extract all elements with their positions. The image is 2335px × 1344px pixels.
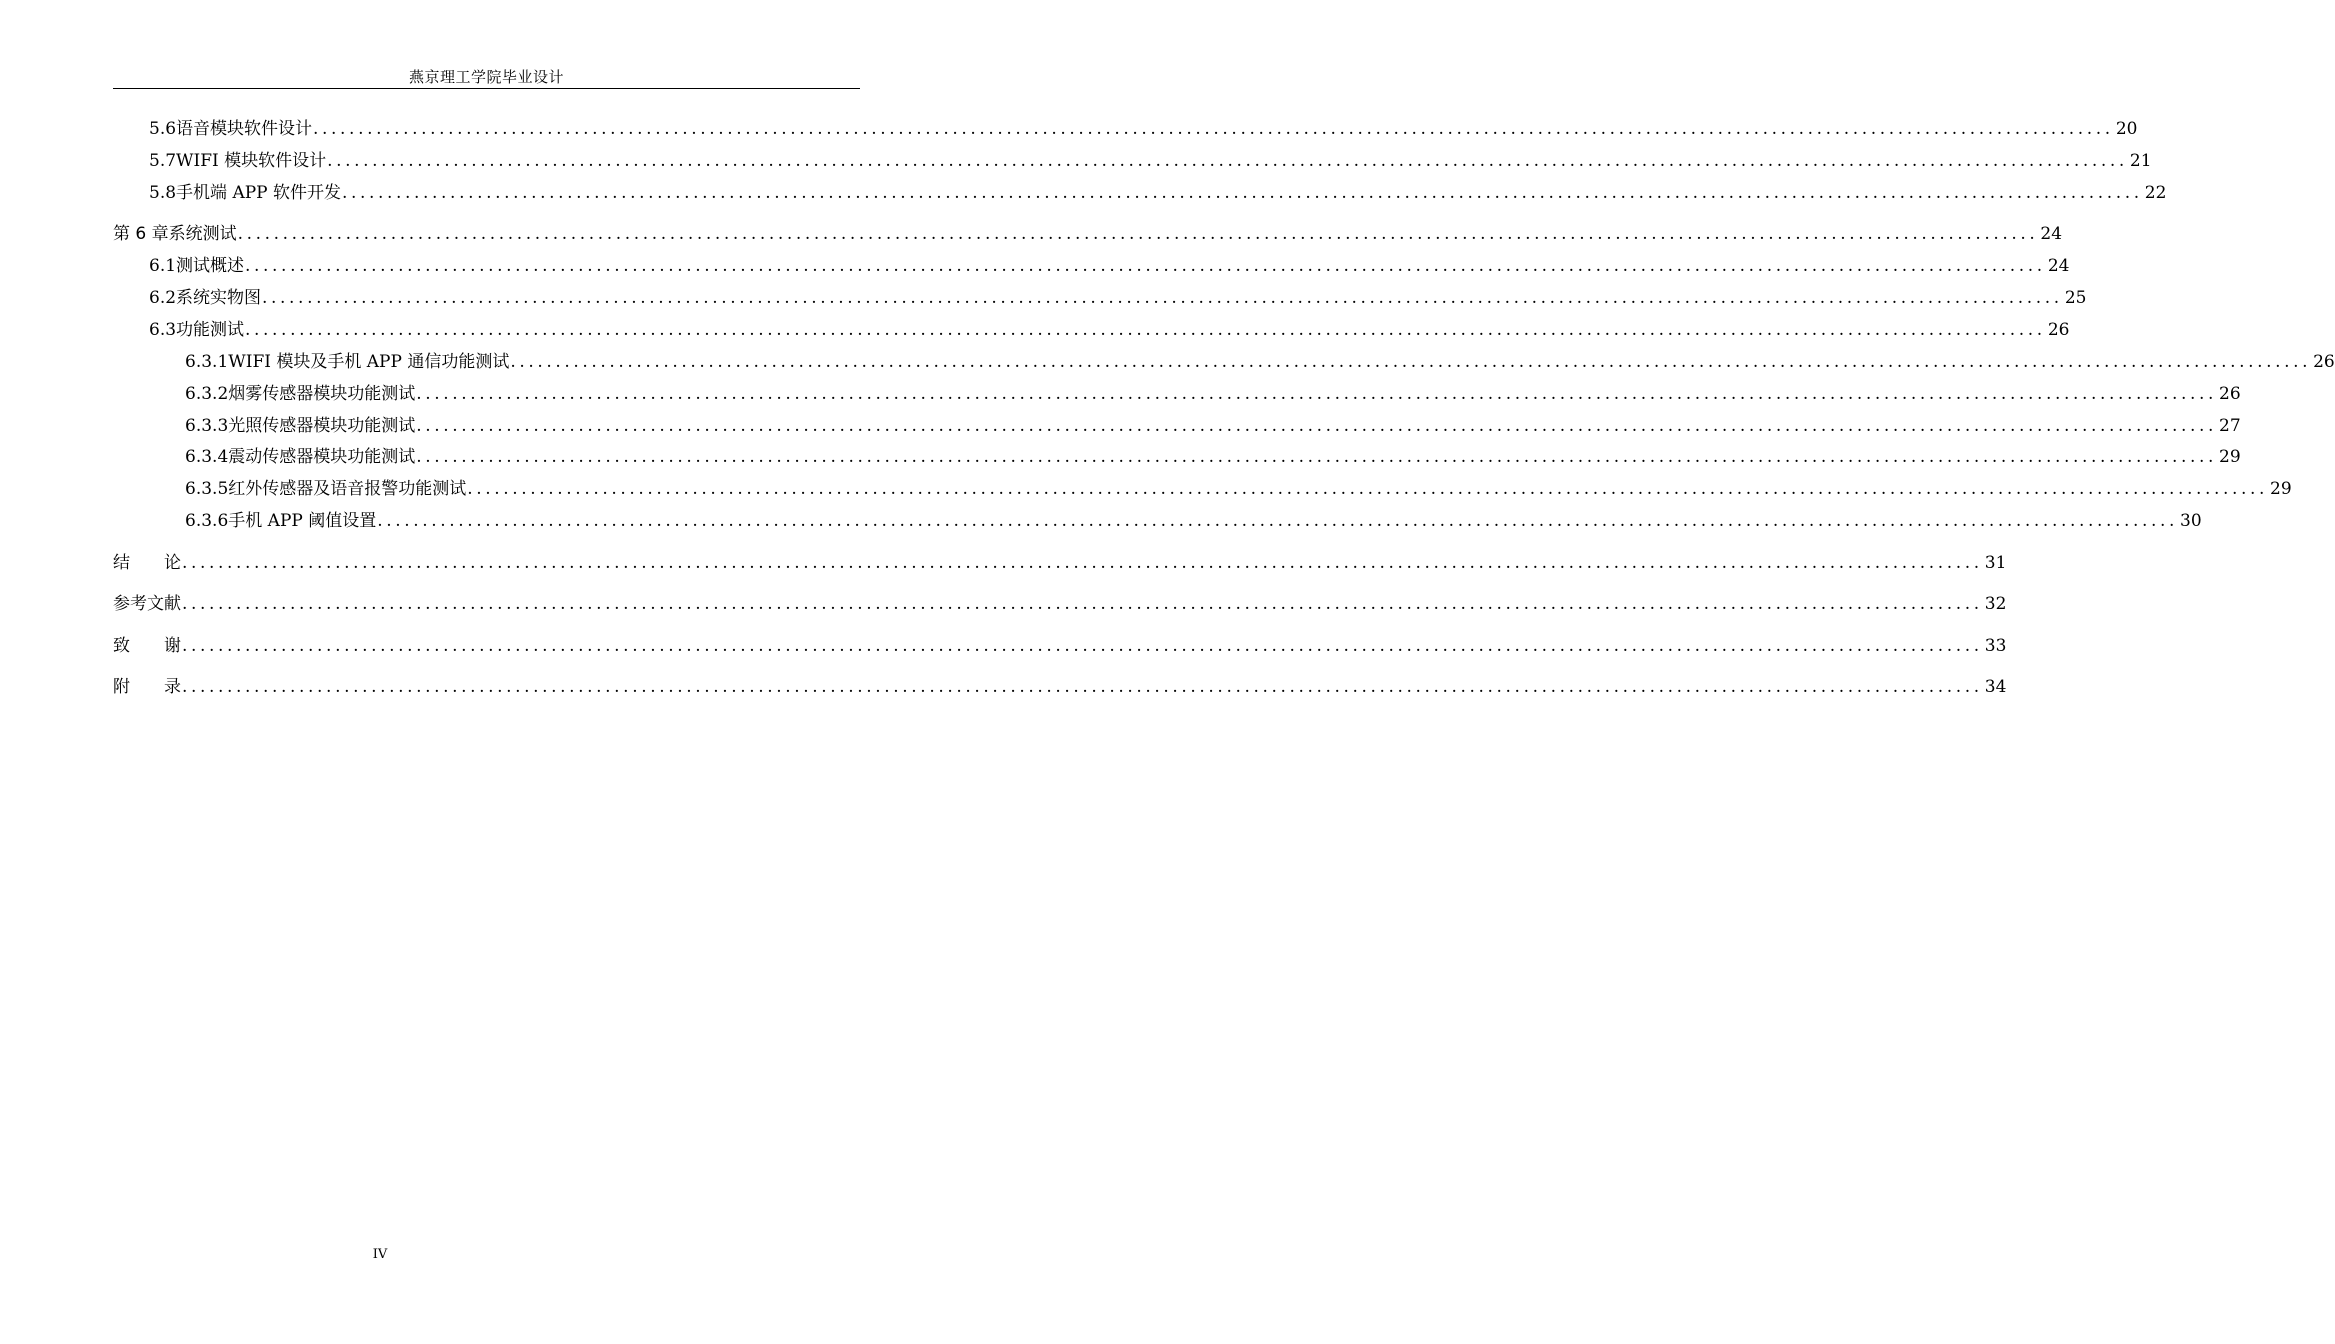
- toc-leader-dots: ........................................................................................................................................................................................................: [245, 256, 2046, 276]
- toc-entry-number: 5.6: [149, 119, 177, 139]
- toc-entry-title: 烟雾传感器模块功能测试: [228, 384, 416, 404]
- toc-entry-page: 29: [2270, 479, 2292, 499]
- toc-entry[interactable]: [113, 253, 2070, 279]
- toc-entry[interactable]: [113, 674, 2007, 700]
- toc-entry-title: 手机端 APP 软件开发: [176, 183, 342, 203]
- toc-entry-title: 测试概述: [176, 256, 245, 276]
- toc-leader-dots: ........................................................................................................................................................................................................: [182, 553, 1983, 573]
- toc-entry-page: 34: [1984, 677, 2007, 697]
- toc-entry-number: 6.3: [149, 320, 177, 340]
- toc-entry-page: 22: [2144, 183, 2167, 203]
- toc-entry-page: 20: [2115, 119, 2138, 139]
- toc-entry-page: 24: [2040, 224, 2063, 244]
- toc-leader-dots: ........................................................................................................................................................................................................: [182, 636, 1983, 656]
- toc-entry-number: 6.3.1: [185, 352, 229, 372]
- toc-leader-dots: ........................................................................................................................................................................................................: [237, 224, 2039, 244]
- toc-entry-page: 26: [2313, 352, 2335, 372]
- toc-entry-number: 6.3.5: [185, 479, 229, 499]
- toc-entry-page: 31: [1984, 553, 2007, 573]
- toc-entry[interactable]: [113, 285, 2087, 311]
- toc-entry-page: 29: [2219, 447, 2241, 467]
- toc-entry-number: 6.2: [149, 288, 177, 308]
- toc-entry-title: 致 谢: [113, 636, 181, 656]
- toc-entry-title: 震动传感器模块功能测试: [228, 447, 416, 467]
- toc-entry[interactable]: [113, 633, 2007, 659]
- toc-entry-title: 功能测试: [176, 320, 245, 340]
- toc-entry[interactable]: [113, 148, 2152, 174]
- toc-leader-dots: ........................................................................................................................................................................................................: [510, 352, 2312, 372]
- toc-leader-dots: ........................................................................................................................................................................................................: [327, 151, 2128, 171]
- toc-entry-page: 21: [2129, 151, 2152, 171]
- toc-entry[interactable]: [113, 317, 2070, 343]
- toc-entry[interactable]: [113, 381, 2241, 407]
- toc-entry-page: 26: [2047, 320, 2070, 340]
- toc-leader-dots: ........................................................................................................................................................................................................: [416, 416, 2218, 436]
- toc-entry-number: 5.7: [149, 151, 177, 171]
- toc-entry-page: 24: [2047, 256, 2070, 276]
- toc-entry-title: 附 录: [113, 677, 181, 697]
- toc-entry-page: 25: [2064, 288, 2087, 308]
- toc-entry-title: 系统实物图: [176, 288, 262, 308]
- toc-entry-title: 结 论: [113, 553, 181, 573]
- toc-entry-number: 6.3.3: [185, 416, 229, 436]
- toc-entry[interactable]: [113, 550, 2007, 576]
- toc-leader-dots: ........................................................................................................................................................................................................: [182, 677, 1983, 697]
- toc-entry-page: 32: [1984, 594, 2007, 614]
- toc-entry-title: 光照传感器模块功能测试: [228, 416, 416, 436]
- toc-entry[interactable]: [113, 444, 2241, 470]
- toc-leader-dots: ........................................................................................................................................................................................................: [416, 384, 2218, 404]
- toc-entry-title: 参考文献: [113, 594, 181, 614]
- toc-leader-dots: ........................................................................................................................................................................................................: [262, 288, 2063, 308]
- toc-entry[interactable]: [113, 116, 2138, 142]
- toc-entry-number: 6.3.6: [185, 511, 229, 531]
- toc-leader-dots: ........................................................................................................................................................................................................: [467, 479, 2269, 499]
- toc-entry-page: 33: [1984, 636, 2007, 656]
- toc-entry[interactable]: [113, 413, 2241, 439]
- toc-entry[interactable]: [113, 476, 2292, 502]
- toc-entry-number: 6.1: [149, 256, 177, 276]
- running-header: 燕京理工学院毕业设计: [113, 66, 860, 89]
- toc-entry-title: 红外传感器及语音报警功能测试: [228, 479, 467, 499]
- toc-entry[interactable]: [113, 349, 2335, 375]
- toc-leader-dots: ........................................................................................................................................................................................................: [245, 320, 2046, 340]
- toc-leader-dots: ........................................................................................................................................................................................................: [342, 183, 2143, 203]
- toc-entry-number: 6.3.2: [185, 384, 229, 404]
- toc-leader-dots: ........................................................................................................................................................................................................: [377, 511, 2178, 531]
- toc-entry-page: 26: [2219, 384, 2241, 404]
- toc-entry[interactable]: [113, 591, 2007, 617]
- toc-entry[interactable]: [113, 180, 2167, 206]
- toc-entry-title: WIFI 模块及手机 APP 通信功能测试: [228, 352, 510, 372]
- toc-leader-dots: ........................................................................................................................................................................................................: [313, 119, 2114, 139]
- page-number: IV: [372, 1247, 388, 1262]
- toc-entry-title: 语音模块软件设计: [176, 119, 313, 139]
- toc-entry-number: 第 6 章: [113, 224, 169, 244]
- toc-entry-number: 6.3.4: [185, 447, 229, 467]
- toc-entry-title: WIFI 模块软件设计: [176, 151, 327, 171]
- toc-entry-number: 5.8: [149, 183, 177, 203]
- toc-entry-page: 27: [2219, 416, 2241, 436]
- toc-entry[interactable]: [113, 221, 2063, 247]
- toc-entry-title: 手机 APP 阈值设置: [228, 511, 377, 531]
- toc-entry-title: 系统测试: [168, 224, 237, 244]
- toc-leader-dots: ........................................................................................................................................................................................................: [182, 594, 1983, 614]
- toc-entry[interactable]: [113, 508, 2202, 534]
- toc-entry-page: 30: [2180, 511, 2202, 531]
- toc-leader-dots: ........................................................................................................................................................................................................: [416, 447, 2218, 467]
